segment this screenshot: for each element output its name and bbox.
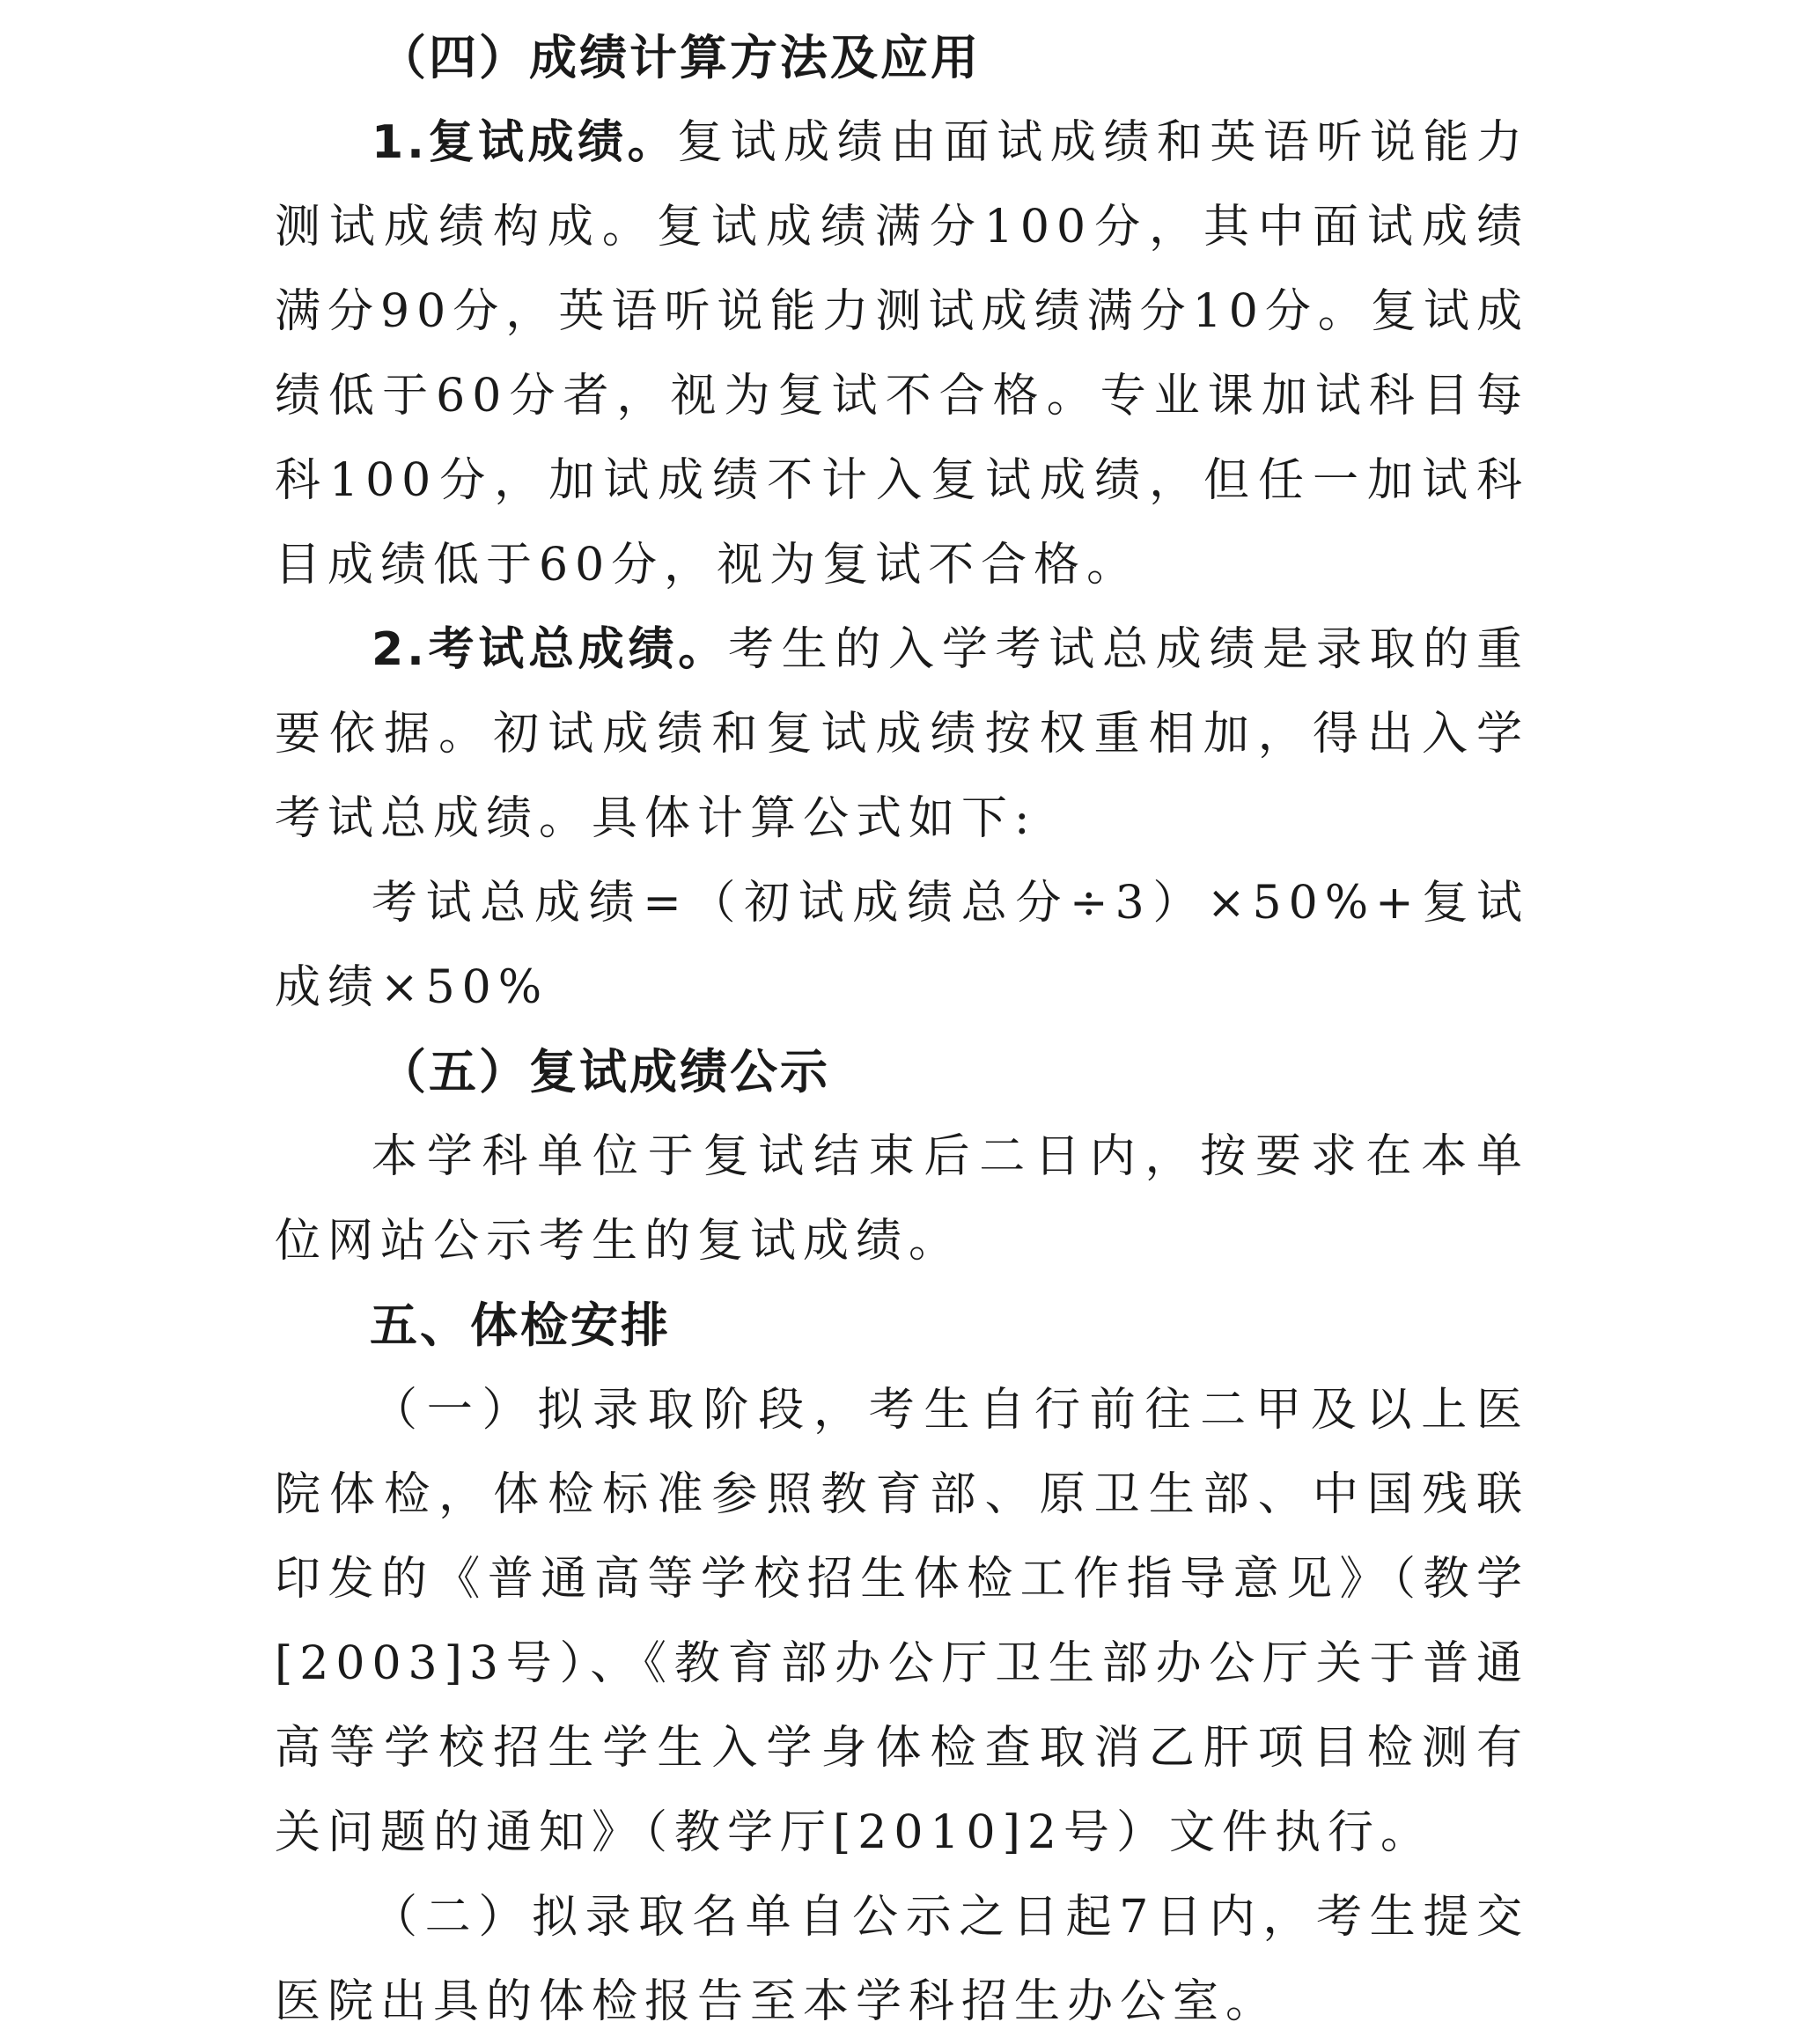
paragraph-score-publicity: 本学科单位于复试结束后二日内，按要求在本单位网站公示考生的复试成绩。 [275, 1130, 1529, 1268]
section-heading-medical-exam: 五、体检安排 [370, 1298, 671, 1353]
paragraph-retest-score [275, 100, 1529, 607]
subsection-heading-score-calculation: （四）成绩计算方法及应用 [379, 30, 981, 85]
paragraph-medical-report-submission: （二）拟录取名单自公示之日起7日内，考生提交医院出具的体检报告至本学科招生办公室。 [275, 1891, 1529, 2028]
item-text-total-score: 考生的入学考试总成绩是录取的重要依据。初试成绩和复试成绩按权重相加，得出入学考试总成绩。具体计算公式如下: [275, 623, 1529, 845]
subsection-heading-score-publicity: （五）复试成绩公示 [379, 1044, 830, 1099]
item-lead-total-score: 2.考试总成绩。 [372, 623, 728, 676]
paragraph-medical-exam-standard: （一）拟录取阶段，考生自行前往二甲及以上医院体检，体检标准参照教育部、原卫生部、中国残联印发的《普通高等学校招生体检工作指导意见》（教学[2003]3号）、《教育部办公厅卫生部办公厅关于普通高等学校招生学生入学身体检查取消乙肝项目检测有关问题的通知》（教学厅[2010]2号）文件执行。 [275, 1384, 1529, 1859]
item-lead-retest-score: 1.复试成绩。 [372, 116, 678, 169]
paragraph-total-score [275, 607, 1529, 861]
item-text-retest-score: 复试成绩由面试成绩和英语听说能力测试成绩构成。复试成绩满分100分，其中面试成绩满分90分，英语听说能力测试成绩满分10分。复试成绩低于60分者，视为复试不合格。专业课加试科目每科100分，加试成绩不计入复试成绩，但任一加试科目成绩低于60分，视为复试不合格。 [275, 116, 1529, 592]
formula-total-score: 考试总成绩=（初试成绩总分÷3）×50%+复试成绩×50% [275, 877, 1529, 1014]
document-body [275, 16, 1529, 2044]
